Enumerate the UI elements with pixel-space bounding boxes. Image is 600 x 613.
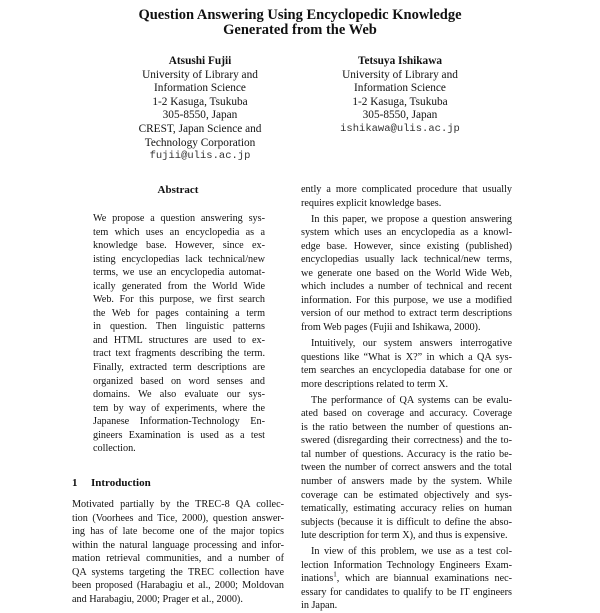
paragraph-intuition (301, 337, 512, 391)
paragraph-proposal (301, 213, 512, 335)
text-fragment: which are biannual examinations nec- (345, 573, 512, 585)
section-heading-introduction (72, 477, 151, 489)
abstract-line: domains. We also evaluate our sys- (93, 389, 265, 401)
body-line: subjects (because it is difficult to define the abso- (301, 516, 512, 528)
paragraph-continuation (301, 183, 512, 210)
body-line: which includes a number of technical and recent (301, 281, 512, 293)
paragraph-performance (301, 394, 512, 543)
affiliation-line: Information Science (154, 82, 246, 95)
body-line: swered (disregarding their correctness) and the to- (301, 435, 512, 447)
author-block-fujii (100, 55, 300, 164)
affiliation-line: 1-2 Kasuga, Tsukuba (152, 95, 248, 108)
body-line: tem searches an encyclopedia database for one or (301, 365, 512, 377)
body-line: ently a more complicated procedure that usually (301, 184, 512, 195)
author-block-ishikawa (300, 55, 500, 137)
body-line: in Japan. (301, 600, 338, 612)
abstract-line: tract text fragments describing the term. (93, 348, 265, 360)
abstract-line: the Web for pages containing a term (93, 307, 265, 319)
abstract-line: tem by way of experiments, where the (93, 402, 265, 414)
right-column-body (301, 183, 512, 613)
body-line: Intuitively, our system answers interrogative (311, 338, 512, 350)
affiliation-line: 1-2 Kasuga, Tsukuba (352, 95, 448, 108)
body-line-with-footnote: inations$^1$, which are biannual examinations nec- (301, 570, 512, 585)
author-name: Tetsuya Ishikawa (357, 55, 443, 67)
body-line: In this paper, we propose a question answering (311, 213, 512, 225)
body-line: ing has of late become one of the major topics (72, 526, 284, 538)
abstract-line: We propose a question answering sys- (93, 213, 265, 224)
body-line: we generate one based on the World Wide Web, (301, 267, 512, 279)
abstract-line: Japanese Information-Technology En- (93, 416, 265, 428)
body-line: tween the number of correct answers and the total (301, 462, 512, 474)
body-line: is the ratio between the number of questions an- (301, 421, 512, 433)
author-name: Atsushi Fujii (168, 55, 232, 67)
title-line-1: Question Answering Using Encyclopedic Knowledge (138, 7, 462, 23)
abstract-line: in question. Then linguistic patterns (93, 321, 265, 333)
paragraph-test-collection (301, 545, 512, 613)
body-line: requires explicit knowledge bases. (301, 197, 442, 209)
body-line: mation retrieval communities, and a number of (72, 553, 284, 565)
body-line: lection Information Technology Engineers Exam- (301, 559, 512, 571)
body-line: information. For this purpose, we use a modified (301, 294, 512, 306)
abstract-body (93, 212, 265, 456)
abstract-line: Web. For this purpose, we first search (93, 294, 265, 306)
abstract-line: ically generated from the World Wide (93, 280, 265, 292)
affiliation-line: 305-8550, Japan (162, 109, 238, 122)
affiliation-line: Technology Corporation (144, 136, 256, 149)
footnote-marker[interactable]: 1 (333, 570, 337, 579)
body-line: number of answers made by the system. While (301, 475, 512, 487)
body-line: and Harabagiu, 2000; Prager et al., 2000). (72, 593, 243, 605)
affiliation-line: 305-8550, Japan (362, 109, 438, 122)
body-line: essary for candidates to qualify to be IT engineers (301, 586, 512, 598)
body-line: Motivated partially by the TREC-8 QA collec- (72, 499, 284, 510)
abstract-line: gineers Examination is used as a test (93, 429, 265, 441)
affiliation-line: University of Library and (342, 68, 458, 81)
body-line: system which uses an encyclopedia as a knowl- (301, 227, 512, 239)
paper-title (0, 8, 600, 38)
body-line: coverage can be estimated objectively and sys- (301, 489, 512, 501)
abstract-line: knowledge base. However, since ex- (93, 240, 265, 252)
section-number: 1 (72, 477, 78, 489)
body-line: QA systems targeting the TREC collection have (72, 566, 284, 578)
body-line: lute description for term X), and thus is expensive. (301, 530, 508, 542)
section-title: Introduction (91, 477, 151, 489)
body-line: encyclopedias usually lack technical/new terms, (301, 254, 512, 266)
abstract-line: tem which uses an encyclopedia as a (93, 226, 265, 238)
title-line-2: Generated from the Web (223, 22, 377, 38)
body-line: within the natural language processing and infor- (72, 539, 284, 551)
body-line: tion (Voorhees and Tice, 2000), question answer- (72, 512, 284, 524)
abstract-line: terms, we use an encyclopedia automat- (93, 267, 265, 279)
body-line: been proposed (Harabagiu et al., 2000; Moldovan (72, 580, 284, 592)
affiliation-line: CREST, Japan Science and (138, 122, 262, 135)
body-line: version of our method to extract term descriptions (301, 308, 512, 320)
body-line: The performance of QA systems can be evalu- (311, 394, 512, 406)
author-email: fujii@ulis.ac.jp (149, 150, 251, 163)
body-line: In view of this problem, we use as a test col- (311, 546, 512, 558)
body-line: more descriptions related to term X. (301, 378, 449, 390)
text-fragment: inations (301, 573, 334, 585)
abstract-line: Finally, extracted term descriptions are (93, 362, 265, 374)
abstract-line: isting encyclopedias lack technical/new (93, 253, 265, 265)
body-line: edge base. However, since existing (published) (301, 240, 512, 252)
body-line: from Web pages (Fujii and Ishikawa, 2000). (301, 321, 481, 333)
body-line: tal number of questions. Accuracy is the ratio be- (301, 448, 512, 460)
body-line: questions like “What is X?” in which a QA sys- (301, 351, 512, 363)
introduction-body-left (72, 498, 284, 606)
abstract-heading: Abstract (157, 184, 199, 196)
abstract-line: organized based on word senses and (93, 375, 265, 387)
body-line: tematically, estimating accuracy relies on human (301, 503, 512, 515)
affiliation-line: University of Library and (142, 68, 258, 81)
body-line: ated based on coverage and accuracy. Coverage (301, 408, 512, 420)
author-email: ishikawa@ulis.ac.jp (340, 122, 460, 135)
abstract-line: collection. (93, 443, 136, 455)
abstract-line: and HTML structures are used to ex- (93, 334, 265, 346)
affiliation-line: Information Science (354, 82, 446, 95)
